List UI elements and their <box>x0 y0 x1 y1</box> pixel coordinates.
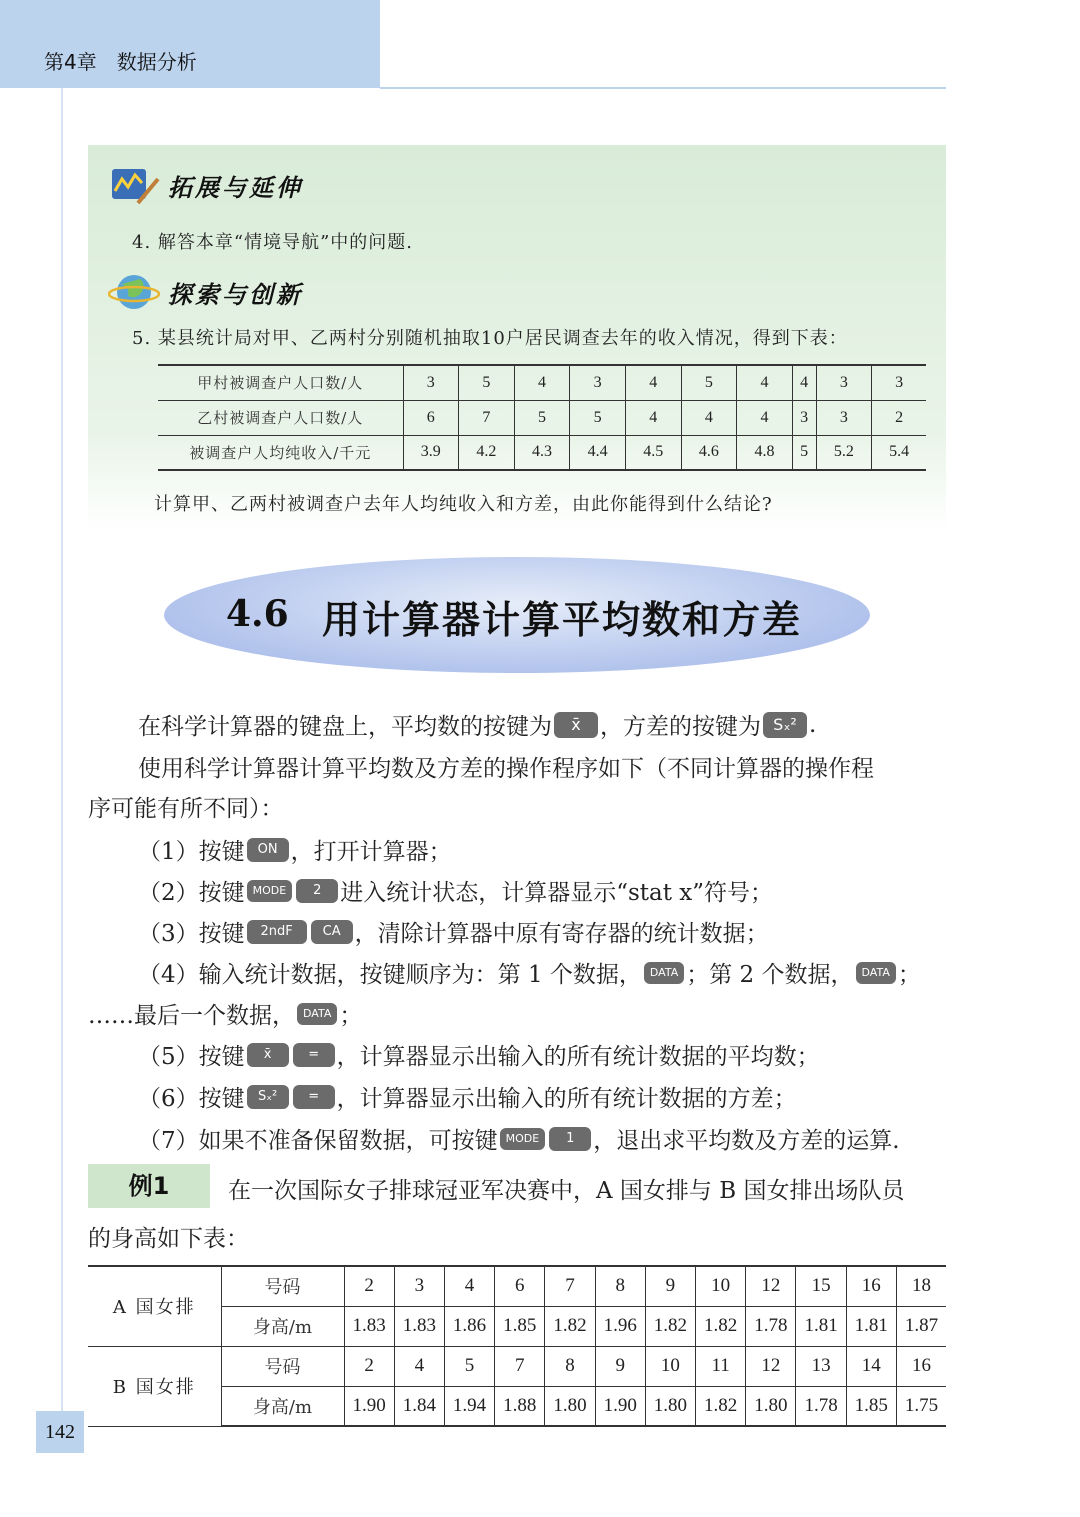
table-cell: 2 <box>872 400 926 435</box>
table-cell: 5.2 <box>816 435 872 470</box>
table-row <box>158 400 926 435</box>
player-number: 8 <box>545 1346 595 1386</box>
player-height-table <box>88 1265 946 1427</box>
player-height: 1.84 <box>394 1386 444 1426</box>
table-cell: 4 <box>737 365 793 400</box>
table-cell: 4 <box>737 400 793 435</box>
para-2-line-2: 序可能有所不同）： <box>88 796 284 822</box>
explore-heading-text: 探索与创新 <box>168 279 303 309</box>
player-height: 1.85 <box>495 1306 545 1346</box>
player-height: 1.82 <box>545 1306 595 1346</box>
step-5 <box>138 1038 820 1071</box>
player-number: 7 <box>495 1346 545 1386</box>
player-height: 1.78 <box>746 1306 796 1346</box>
one-key: 1 <box>549 1127 591 1151</box>
question-5: 5. 某县统计局对甲、乙两村分别随机抽取10户居民调查去年的收入情况，得到下表： <box>132 328 848 349</box>
height-label: 身高/m <box>221 1306 344 1346</box>
player-height: 1.81 <box>796 1306 846 1346</box>
table-cell: 3 <box>403 365 459 400</box>
player-number: 12 <box>746 1346 796 1386</box>
step-1-text-a: （1）按键 <box>138 839 245 865</box>
example-text-line-2: 的身高如下表： <box>88 1226 249 1252</box>
row-label: 甲村被调查户人口数/人 <box>158 365 403 400</box>
table-cell: 5 <box>792 435 816 470</box>
team-name: A 国女排 <box>88 1266 221 1346</box>
player-number: 2 <box>344 1346 394 1386</box>
table-cell: 3 <box>816 400 872 435</box>
player-number: 10 <box>645 1346 695 1386</box>
table-cell: 4 <box>681 400 737 435</box>
player-number: 3 <box>394 1266 444 1306</box>
player-number: 10 <box>696 1266 746 1306</box>
step-7 <box>138 1122 900 1155</box>
table-row <box>158 435 926 470</box>
para-1-text-a: 在科学计算器的键盘上，平均数的按键为 <box>138 714 552 740</box>
question-5-followup: 计算甲、乙两村被调查户去年人均纯收入和方差，由此你能得到什么结论? <box>154 494 773 515</box>
example-tag: 例1 <box>88 1164 210 1208</box>
table-cell: 4.4 <box>570 435 626 470</box>
section-title: 用计算器计算平均数和方差 <box>322 597 803 642</box>
player-height: 1.90 <box>344 1386 394 1426</box>
player-number: 7 <box>545 1266 595 1306</box>
step-3-text-a: （3）按键 <box>138 921 245 947</box>
globe-icon <box>108 270 160 314</box>
para-1-text-b: ，方差的按键为 <box>600 714 761 740</box>
variance-key: Sₓ² <box>763 712 807 738</box>
table-cell: 4.6 <box>681 435 737 470</box>
player-height: 1.80 <box>746 1386 796 1426</box>
extend-heading <box>108 163 303 207</box>
explore-heading <box>108 270 303 314</box>
village-income-table <box>158 364 926 471</box>
on-key: ON <box>247 838 289 862</box>
player-height: 1.90 <box>595 1386 645 1426</box>
player-height: 1.83 <box>394 1306 444 1346</box>
mean-key: x̄ <box>247 1043 289 1067</box>
player-height: 1.78 <box>796 1386 846 1426</box>
number-label: 号码 <box>221 1346 344 1386</box>
step-4-text-b: ；第 2 个数据， <box>686 962 854 988</box>
step-4-line-2 <box>88 997 362 1030</box>
two-key: 2 <box>296 879 338 903</box>
step-4-line-1 <box>138 956 921 989</box>
player-height: 1.81 <box>846 1306 896 1346</box>
para-1-text-c: . <box>809 711 817 738</box>
row-label: 被调查户人均纯收入/千元 <box>158 435 403 470</box>
step-2 <box>138 874 773 907</box>
step-4-text-a: （4）输入统计数据，按键顺序为：第 1 个数据， <box>138 962 642 988</box>
step-4-text-d: ……最后一个数据， <box>88 1003 295 1029</box>
height-label: 身高/m <box>221 1386 344 1426</box>
table-cell: 4.5 <box>625 435 681 470</box>
player-number: 4 <box>444 1266 494 1306</box>
example-text-line-1: 在一次国际女子排球冠亚军决赛中，A 国女排与 B 国女排出场队员 <box>228 1178 905 1204</box>
mode-key: MODE <box>500 1128 546 1150</box>
player-height: 1.80 <box>645 1386 695 1426</box>
player-height: 1.82 <box>696 1386 746 1426</box>
player-number: 12 <box>746 1266 796 1306</box>
section-banner <box>164 557 870 673</box>
player-number: 16 <box>846 1266 896 1306</box>
table-cell: 4.2 <box>459 435 515 470</box>
data-key: DATA <box>856 962 896 984</box>
player-number: 16 <box>896 1346 946 1386</box>
player-height: 1.75 <box>896 1386 946 1426</box>
equals-key: = <box>293 1085 335 1109</box>
player-number: 5 <box>444 1346 494 1386</box>
table-cell: 7 <box>459 400 515 435</box>
step-4-text-c: ； <box>897 962 921 988</box>
table-cell: 5 <box>514 400 570 435</box>
step-7-text-b: ，退出求平均数及方差的运算. <box>593 1128 900 1154</box>
chart-pencil-icon <box>108 163 160 207</box>
player-number: 9 <box>595 1346 645 1386</box>
step-3-text-b: ，清除计算器中原有寄存器的统计数据； <box>354 921 769 947</box>
player-number: 11 <box>696 1346 746 1386</box>
data-key: DATA <box>297 1003 337 1025</box>
table-cell: 4 <box>792 365 816 400</box>
table-cell: 6 <box>403 400 459 435</box>
player-height: 1.80 <box>545 1386 595 1426</box>
row-label: 乙村被调查户人口数/人 <box>158 400 403 435</box>
player-number: 18 <box>896 1266 946 1306</box>
para-1 <box>138 708 816 741</box>
step-2-text-a: （2）按键 <box>138 880 245 906</box>
table-cell: 4 <box>625 400 681 435</box>
table-cell: 4.3 <box>514 435 570 470</box>
step-6 <box>138 1080 797 1113</box>
step-7-text-a: （7）如果不准备保留数据，可按键 <box>138 1128 498 1154</box>
player-height: 1.94 <box>444 1386 494 1426</box>
player-number: 2 <box>344 1266 394 1306</box>
table-cell: 3 <box>792 400 816 435</box>
player-height: 1.86 <box>444 1306 494 1346</box>
table-cell: 5 <box>681 365 737 400</box>
question-4: 4. 解答本章“情境导航”中的问题. <box>132 232 414 253</box>
table-row <box>88 1346 946 1386</box>
step-1 <box>138 833 452 866</box>
player-height: 1.85 <box>846 1386 896 1426</box>
table-cell: 5 <box>570 400 626 435</box>
equals-key: = <box>293 1043 335 1067</box>
step-5-text-a: （5）按键 <box>138 1044 245 1070</box>
player-number: 8 <box>595 1266 645 1306</box>
player-number: 9 <box>645 1266 695 1306</box>
table-cell: 4 <box>625 365 681 400</box>
second-function-key: 2ndF <box>247 920 307 944</box>
section-number: 4.6 <box>226 593 289 635</box>
table-cell: 3 <box>872 365 926 400</box>
table-cell: 5.4 <box>872 435 926 470</box>
data-key: DATA <box>644 962 684 984</box>
step-6-text-b: ，计算器显示出输入的所有统计数据的方差； <box>336 1086 797 1112</box>
table-row <box>88 1266 946 1306</box>
table-cell: 3 <box>570 365 626 400</box>
para-2-line-1: 使用科学计算器计算平均数及方差的操作程序如下（不同计算器的操作程 <box>138 756 874 782</box>
player-height: 1.82 <box>696 1306 746 1346</box>
margin-rule <box>61 88 63 1413</box>
step-1-text-b: ，打开计算器； <box>290 839 452 865</box>
step-6-text-a: （6）按键 <box>138 1086 245 1112</box>
clear-all-key: CA <box>311 920 353 944</box>
table-cell: 3 <box>816 365 872 400</box>
player-number: 15 <box>796 1266 846 1306</box>
page-number: 142 <box>36 1411 84 1453</box>
header-rule <box>380 87 946 89</box>
player-height: 1.88 <box>495 1386 545 1426</box>
step-5-text-b: ，计算器显示出输入的所有统计数据的平均数； <box>336 1044 820 1070</box>
step-2-text-b: 进入统计状态，计算器显示“stat x”符号； <box>340 880 774 906</box>
team-name: B 国女排 <box>88 1346 221 1426</box>
player-height: 1.82 <box>645 1306 695 1346</box>
chapter-title: 第4章 数据分析 <box>44 50 197 74</box>
table-row <box>158 365 926 400</box>
mode-key: MODE <box>247 880 293 902</box>
player-height: 1.83 <box>344 1306 394 1346</box>
player-number: 14 <box>846 1346 896 1386</box>
table-cell: 3.9 <box>403 435 459 470</box>
step-4-text-e: ； <box>339 1003 363 1029</box>
step-3 <box>138 915 769 948</box>
mean-key: x̄ <box>554 712 598 738</box>
player-number: 6 <box>495 1266 545 1306</box>
player-height: 1.96 <box>595 1306 645 1346</box>
table-cell: 4.8 <box>737 435 793 470</box>
table-cell: 5 <box>459 365 515 400</box>
variance-key: Sₓ² <box>247 1085 289 1109</box>
extend-heading-text: 拓展与延伸 <box>168 172 303 202</box>
table-cell: 4 <box>514 365 570 400</box>
player-height: 1.87 <box>896 1306 946 1346</box>
chapter-header <box>0 0 380 88</box>
player-number: 4 <box>394 1346 444 1386</box>
number-label: 号码 <box>221 1266 344 1306</box>
player-number: 13 <box>796 1346 846 1386</box>
